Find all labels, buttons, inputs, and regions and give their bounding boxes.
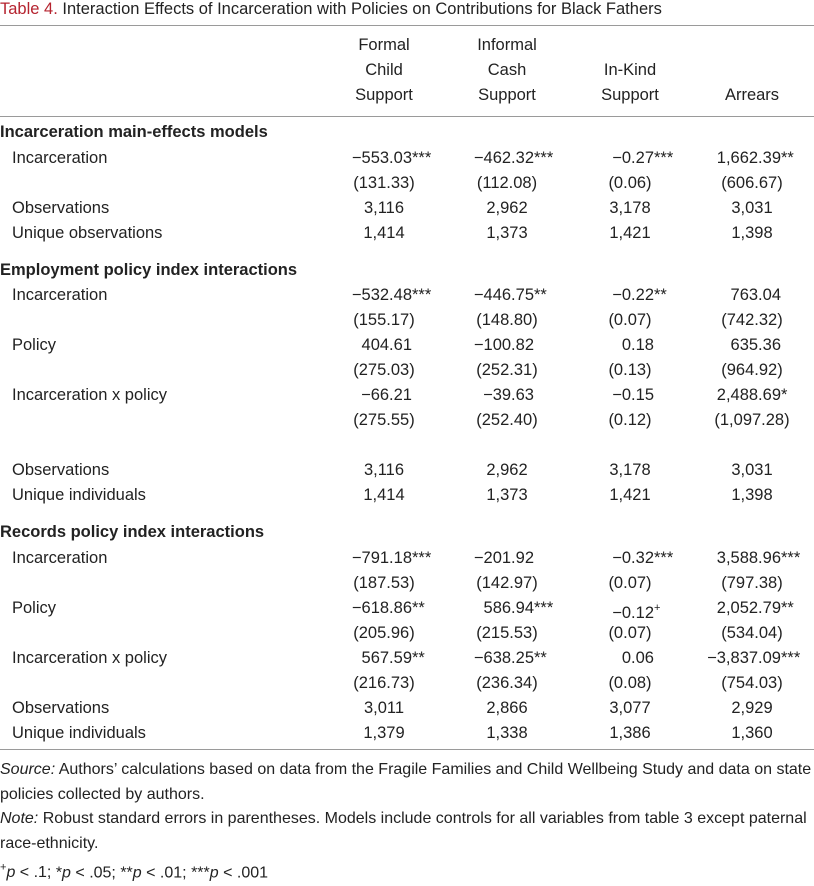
section-heading: Records policy index interactions	[0, 523, 265, 541]
table-cell	[363, 723, 404, 743]
significance-legend-item: **p < .01;	[120, 864, 192, 882]
cell-value: −553.03	[351, 149, 412, 167]
significance-marker: ***	[412, 286, 432, 304]
cell-value: (606.67)	[721, 174, 783, 192]
table-cell	[474, 335, 534, 355]
table-cell	[483, 385, 534, 405]
table-cell	[474, 548, 534, 568]
cell-value: 3,178	[609, 461, 651, 479]
significance-marker: **	[781, 149, 794, 167]
table-cell	[364, 698, 404, 718]
significance-legend-item: *p < .05;	[55, 864, 121, 882]
significance-marker: ***	[654, 549, 674, 567]
section-heading: Employment policy index interactions	[0, 261, 298, 279]
cell-value: −0.15	[612, 386, 654, 404]
column-header-line: In-Kind	[603, 61, 657, 79]
table-cell	[721, 360, 782, 380]
table-cell	[608, 310, 651, 330]
row-label: Observations	[12, 461, 110, 479]
table-cell	[609, 485, 650, 505]
table-cell	[731, 223, 772, 243]
cell-value: 0.06	[621, 649, 654, 667]
cell-value: (534.04)	[721, 624, 783, 642]
row-label: Unique individuals	[12, 486, 146, 504]
significance-marker: ***	[781, 549, 801, 567]
table-cell	[364, 198, 404, 218]
table-cell	[363, 223, 404, 243]
cell-value: 1,421	[609, 486, 651, 504]
table-cell	[608, 623, 651, 643]
table-cell	[731, 698, 772, 718]
cell-value: 1,662.39	[716, 149, 781, 167]
cell-value: −462.32	[473, 149, 534, 167]
cell-value: (131.33)	[353, 174, 415, 192]
cell-value: (216.73)	[353, 674, 415, 692]
cell-value: (252.40)	[476, 411, 538, 429]
significance-marker: **	[412, 599, 425, 617]
cell-value: −618.86	[351, 599, 412, 617]
cell-value: −39.63	[483, 386, 534, 404]
cell-value: 1,414	[363, 486, 405, 504]
significance-marker: ***	[412, 149, 432, 167]
table-cell	[362, 648, 425, 668]
column-header-line: Cash	[487, 61, 527, 79]
cell-value: 1,421	[609, 224, 651, 242]
cell-value: (215.53)	[476, 624, 538, 642]
cell-value: 1,379	[363, 724, 405, 742]
row-label: Incarceration	[12, 149, 108, 167]
note-label: Note:	[0, 810, 39, 827]
table-cell	[731, 335, 781, 355]
cell-value: −100.82	[473, 336, 534, 354]
table-cell	[609, 223, 650, 243]
significance-marker: ***	[654, 149, 674, 167]
cell-value: (742.32)	[721, 311, 783, 329]
cell-value: −201.92	[473, 549, 534, 567]
table-cell	[731, 198, 772, 218]
section-heading: Incarceration main-effects models	[0, 123, 268, 141]
table-cell	[362, 335, 412, 355]
table-cell	[608, 573, 651, 593]
row-label: Incarceration x policy	[12, 649, 167, 667]
cell-value: 1,373	[486, 486, 528, 504]
row-label: Observations	[12, 699, 110, 717]
table-cell	[612, 598, 661, 622]
cell-value: 3,031	[731, 461, 773, 479]
table-cell	[609, 723, 650, 743]
cell-value: (205.96)	[353, 624, 415, 642]
table-cell	[612, 285, 667, 305]
cell-value: (754.03)	[721, 674, 783, 692]
cell-value: (0.08)	[608, 674, 652, 692]
table-cell	[609, 460, 650, 480]
cell-value: 2,962	[486, 199, 528, 217]
table-cell	[353, 360, 414, 380]
significance-note	[0, 856, 814, 886]
table-cell	[612, 148, 673, 168]
significance-legend-item: +p < .1;	[0, 862, 56, 882]
table-cell	[486, 698, 527, 718]
cell-value: 763.04	[730, 286, 781, 304]
column-header-line: Support	[478, 86, 536, 104]
table-cell	[476, 623, 537, 643]
table-cell	[486, 223, 527, 243]
table-cell	[352, 598, 425, 618]
table-title: Interaction Effects of Incarceration with Policies on Contributions for Black Fathers	[57, 0, 662, 18]
table-cell	[353, 173, 414, 193]
table-cell	[608, 410, 651, 430]
cell-value: 3,011	[363, 699, 405, 717]
table-cell	[721, 573, 782, 593]
cell-value: (0.07)	[608, 574, 652, 592]
cell-value: (0.06)	[608, 174, 652, 192]
cell-value: 2,052.79	[716, 599, 781, 617]
significance-marker: ***	[534, 149, 554, 167]
cell-value: (0.07)	[608, 624, 652, 642]
cell-value: 3,588.96	[716, 549, 781, 567]
cell-value: (964.92)	[721, 361, 783, 379]
cell-value: −0.32	[612, 549, 654, 567]
column-header-line: Informal	[477, 36, 537, 54]
row-label: Policy	[12, 336, 57, 354]
cell-value: −0.27	[612, 149, 654, 167]
cell-value: (0.12)	[608, 411, 652, 429]
table-cell	[731, 285, 781, 305]
cell-value: −0.12	[612, 603, 654, 622]
cell-value: (0.07)	[608, 311, 652, 329]
table-cell	[612, 385, 654, 405]
cell-value: 404.61	[361, 336, 412, 354]
row-label: Policy	[12, 599, 57, 617]
cell-value: 3,031	[731, 199, 773, 217]
significance-marker: ***	[534, 599, 554, 617]
table-cell	[612, 548, 673, 568]
significance-marker: **	[654, 286, 667, 304]
source-label: Source:	[0, 761, 56, 778]
cell-value: (112.08)	[476, 174, 538, 192]
table-cell	[363, 485, 404, 505]
cell-value: 1,373	[486, 224, 528, 242]
table-cell	[608, 673, 651, 693]
table-cell	[476, 310, 537, 330]
cell-value: 1,398	[731, 486, 773, 504]
significance-marker: **	[781, 599, 794, 617]
significance-marker: *	[781, 386, 788, 404]
significance-marker: +	[654, 602, 661, 614]
cell-value: 635.36	[730, 336, 781, 354]
cell-value: (148.80)	[476, 311, 538, 329]
significance-marker: ***	[412, 549, 432, 567]
row-label: Incarceration	[12, 549, 108, 567]
table-cell	[707, 648, 800, 668]
cell-value: 2,962	[486, 461, 528, 479]
cell-value: (155.17)	[353, 311, 415, 329]
column-header-line: Arrears	[724, 86, 780, 104]
table-cell	[476, 410, 537, 430]
cell-value: 567.59	[361, 649, 412, 667]
table-cell	[353, 673, 414, 693]
table-cell	[608, 173, 651, 193]
table-cell	[352, 285, 431, 305]
table-cell	[721, 623, 782, 643]
column-header-line: Support	[355, 86, 413, 104]
table-cell	[731, 485, 772, 505]
cell-value: 0.18	[621, 336, 654, 354]
table-cell	[476, 673, 537, 693]
table-cell	[486, 198, 527, 218]
table-cell	[731, 723, 772, 743]
cell-value: −791.18	[351, 549, 412, 567]
cell-value: (0.13)	[608, 361, 652, 379]
significance-marker: **	[412, 649, 425, 667]
top-rule	[0, 25, 814, 26]
standard-errors-note	[0, 807, 814, 856]
table-cell	[361, 385, 412, 405]
column-header-line: Support	[601, 86, 659, 104]
table-cell	[474, 285, 547, 305]
bottom-rule	[0, 749, 814, 750]
table-notes	[0, 758, 814, 886]
table-cell	[717, 385, 788, 405]
table-cell	[486, 485, 527, 505]
cell-value: 2,488.69	[716, 386, 781, 404]
table-cell	[721, 173, 782, 193]
significance-marker: ***	[781, 649, 801, 667]
source-text: Authors’ calculations based on data from the Fragile Families and Child Wellbeing Study and data on state policies collected by authors.	[0, 761, 812, 803]
table-cell	[622, 335, 654, 355]
table-cell	[476, 360, 537, 380]
cell-value: −638.25	[473, 649, 534, 667]
row-label: Unique observations	[12, 224, 163, 242]
table-cell	[714, 410, 789, 430]
cell-value: 3,116	[363, 199, 405, 217]
table-caption	[0, 0, 814, 22]
cell-value: (142.97)	[476, 574, 538, 592]
cell-value: 3,077	[609, 699, 651, 717]
cell-value: (275.55)	[353, 411, 415, 429]
column-header-line: Formal	[358, 36, 410, 54]
table-cell	[353, 573, 414, 593]
row-label: Observations	[12, 199, 110, 217]
cell-value: −3,837.09	[707, 649, 781, 667]
cell-value: −66.21	[361, 386, 412, 404]
table-cell	[484, 598, 554, 618]
source-note	[0, 758, 814, 807]
cell-value: 2,866	[486, 699, 528, 717]
cell-value: (187.53)	[353, 574, 415, 592]
table-cell	[364, 460, 404, 480]
table-cell	[721, 310, 782, 330]
significance-marker: **	[534, 286, 547, 304]
table-number: Table 4.	[0, 0, 58, 18]
table-cell	[731, 460, 772, 480]
cell-value: (275.03)	[353, 361, 415, 379]
table-cell	[353, 310, 414, 330]
table-cell	[486, 460, 527, 480]
table-cell	[476, 573, 537, 593]
table-cell	[622, 648, 654, 668]
cell-value: 1,398	[731, 224, 773, 242]
table-cell	[353, 410, 414, 430]
significance-legend-item: ***p < .001	[191, 864, 269, 882]
table-cell	[717, 548, 801, 568]
table-cell	[721, 673, 782, 693]
cell-value: (236.34)	[476, 674, 538, 692]
table-cell	[477, 173, 537, 193]
cell-value: −0.22	[612, 286, 654, 304]
cell-value: (1,097.28)	[714, 411, 790, 429]
note-text: Robust standard errors in parentheses. Models include controls for all variables from table 3 except paternal race-ethnicity.	[0, 810, 807, 852]
cell-value: 1,386	[609, 724, 651, 742]
table-cell	[352, 548, 431, 568]
table-cell	[609, 198, 650, 218]
cell-value: (252.31)	[476, 361, 538, 379]
cell-value: −532.48	[351, 286, 412, 304]
table-cell	[352, 148, 431, 168]
cell-value: 2,929	[731, 699, 773, 717]
cell-value: −446.75	[473, 286, 534, 304]
cell-value: 3,116	[363, 461, 405, 479]
row-label: Incarceration	[12, 286, 108, 304]
table-cell	[609, 698, 650, 718]
cell-value: 3,178	[609, 199, 651, 217]
significance-marker: **	[534, 649, 547, 667]
table-cell	[608, 360, 651, 380]
table-cell	[474, 148, 553, 168]
column-header-line: Child	[365, 61, 403, 79]
header-rule	[0, 116, 814, 117]
cell-value: 1,360	[731, 724, 773, 742]
cell-value: 586.94	[483, 599, 534, 617]
row-label: Unique individuals	[12, 724, 146, 742]
row-label: Incarceration x policy	[12, 386, 167, 404]
cell-value: 1,414	[363, 224, 405, 242]
table-cell	[717, 148, 794, 168]
table-cell	[474, 648, 547, 668]
cell-value: (797.38)	[721, 574, 783, 592]
table-cell	[353, 623, 414, 643]
cell-value: 1,338	[486, 724, 528, 742]
table-cell	[717, 598, 794, 618]
table-cell	[486, 723, 527, 743]
